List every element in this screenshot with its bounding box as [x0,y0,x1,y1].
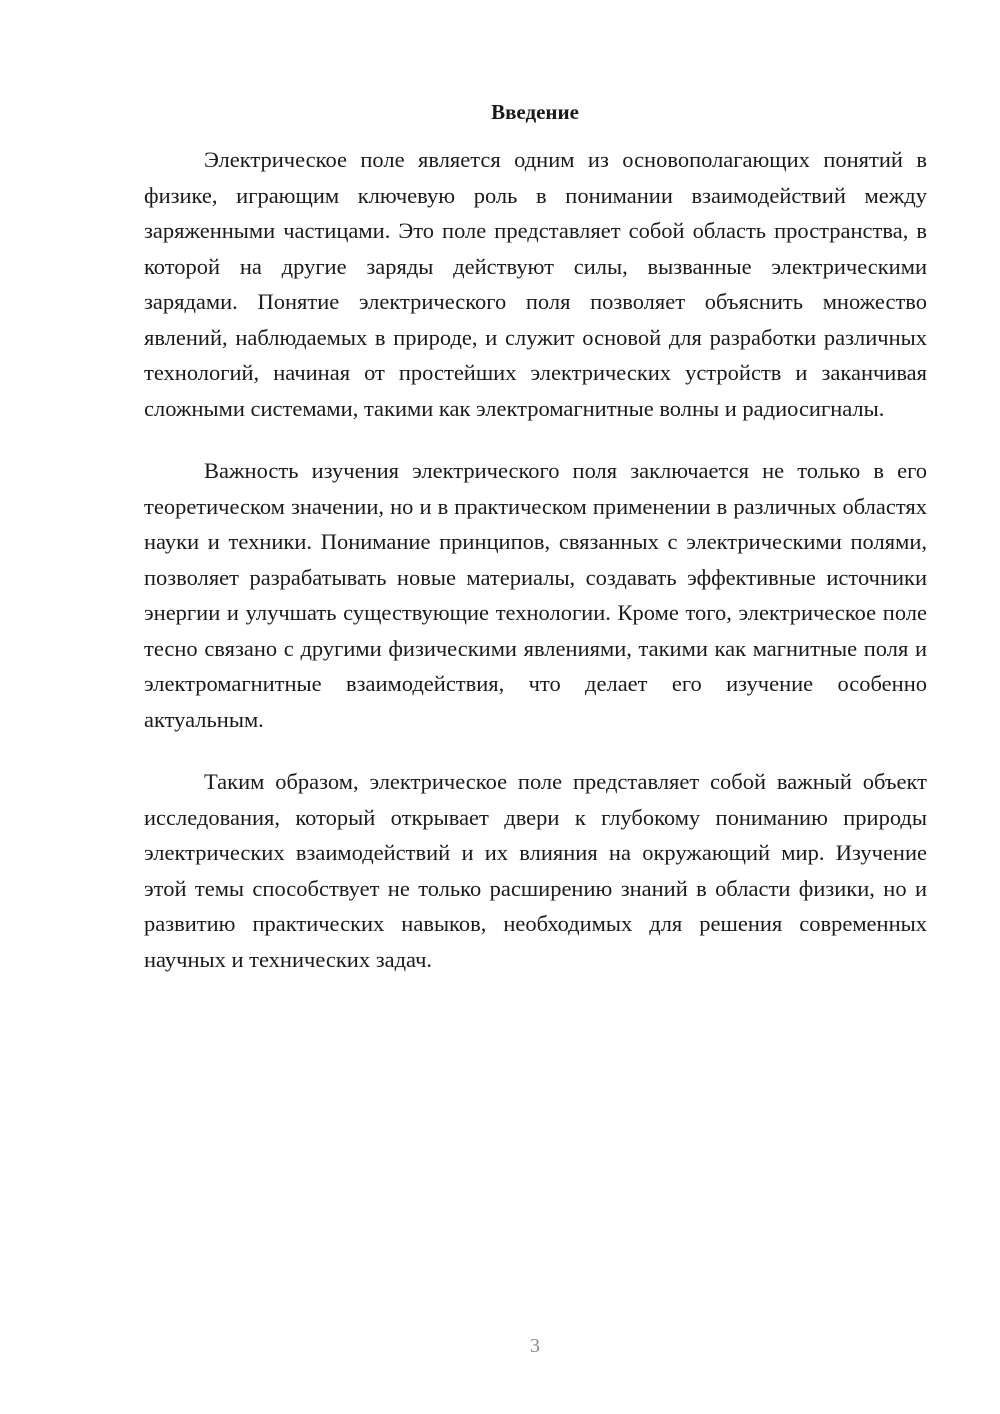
paragraph-2: Важность изучения электрического поля заключается не только в его теоретическом значении, но и в практическом применении в различных областях науки и техники. Понимание принципов, связанных с электрическими полями, позволяет разрабатывать новые материалы, создавать эффективные источники энергии и улучшать существующие технологии. Кроме того, электрическое поле тесно связано с другими физическими явлениями, такими как магнитные поля и электромагнитные взаимодействия, что делает его изучение особенно актуальным. [144,458,927,732]
paragraph-3: Таким образом, электрическое поле представляет собой важный объект исследования, который открывает двери к глубокому пониманию природы электрических взаимодействий и их влияния на окружающий мир. Изучение этой темы способствует не только расширению знаний в области физики, но и развитию практических навыков, необходимых для решения современных научных и технических задач. [144,769,927,972]
section-heading: Введение [491,100,579,124]
paragraph-1: Электрическое поле является одним из основополагающих понятий в физике, играющим ключевую роль в понимании взаимодействий между заряженными частицами. Это поле представляет собой область пространства, в которой на другие заряды действуют силы, вызванные электрическими зарядами. Понятие электрического поля позволяет объяснить множество явлений, наблюдаемых в природе, и служит основой для разработки различных технологий, начиная от простейших электрических устройств и заканчивая сложными системами, такими как электромагнитные волны и радиосигналы. [144,147,927,421]
page-number: 3 [530,1335,540,1357]
body-text [144,142,927,977]
